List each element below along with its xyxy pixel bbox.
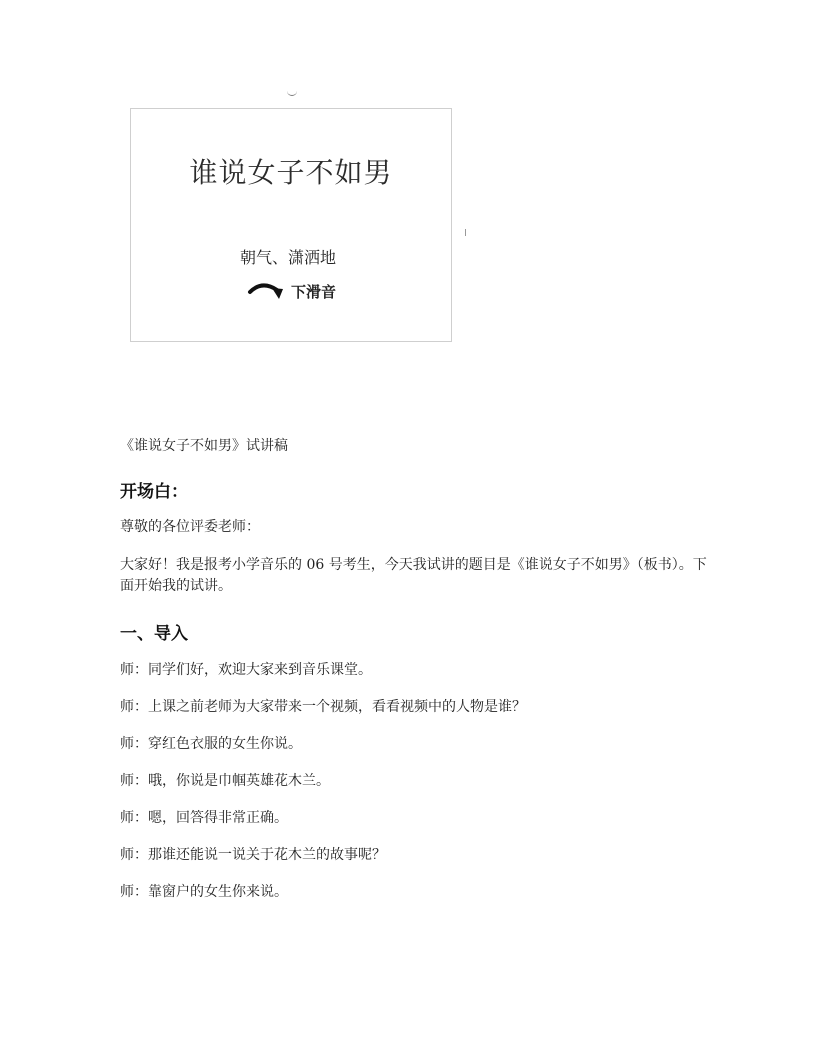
slide-title: 谁说女子不如男 — [189, 156, 393, 189]
curved-arrow-down-icon — [247, 280, 287, 302]
dialogue-line: 师：靠窗户的女生你来说。 — [120, 884, 288, 900]
opening-heading: 开场白： — [120, 482, 188, 502]
dialogue-line: 师：哦，你说是巾帼英雄花木兰。 — [120, 773, 330, 789]
intro-paragraph: 大家好！我是报考小学音乐的 06 号考生，今天我试讲的题目是《谁说女子不如男》（板书）。下面开始我的试讲。 — [120, 557, 707, 594]
dialogue-line: 师：上课之前老师为大家带来一个视频，看看视频中的人物是谁？ — [120, 699, 526, 715]
edge-tick-mark — [465, 229, 466, 236]
greeting-paragraph: 尊敬的各位评委老师： — [120, 519, 260, 535]
slide-note — [247, 280, 336, 302]
dialogue-line: 师：穿红色衣服的女生你说。 — [120, 736, 302, 752]
dialogue-line: 师：那谁还能说一说关于花木兰的故事呢？ — [120, 847, 386, 863]
dialogue-line: 师：嗯，回答得非常正确。 — [120, 810, 288, 826]
small-arc-mark — [287, 89, 297, 96]
document-title: 《谁说女子不如男》试讲稿 — [120, 438, 288, 454]
slide-image — [130, 108, 452, 342]
section-heading-intro: 一、导入 — [120, 624, 188, 644]
dialogue-line: 师：同学们好，欢迎大家来到音乐课堂。 — [120, 662, 372, 678]
slide-subtitle: 朝气、潇洒地 — [240, 248, 337, 267]
slide-note-label: 下滑音 — [291, 282, 337, 301]
